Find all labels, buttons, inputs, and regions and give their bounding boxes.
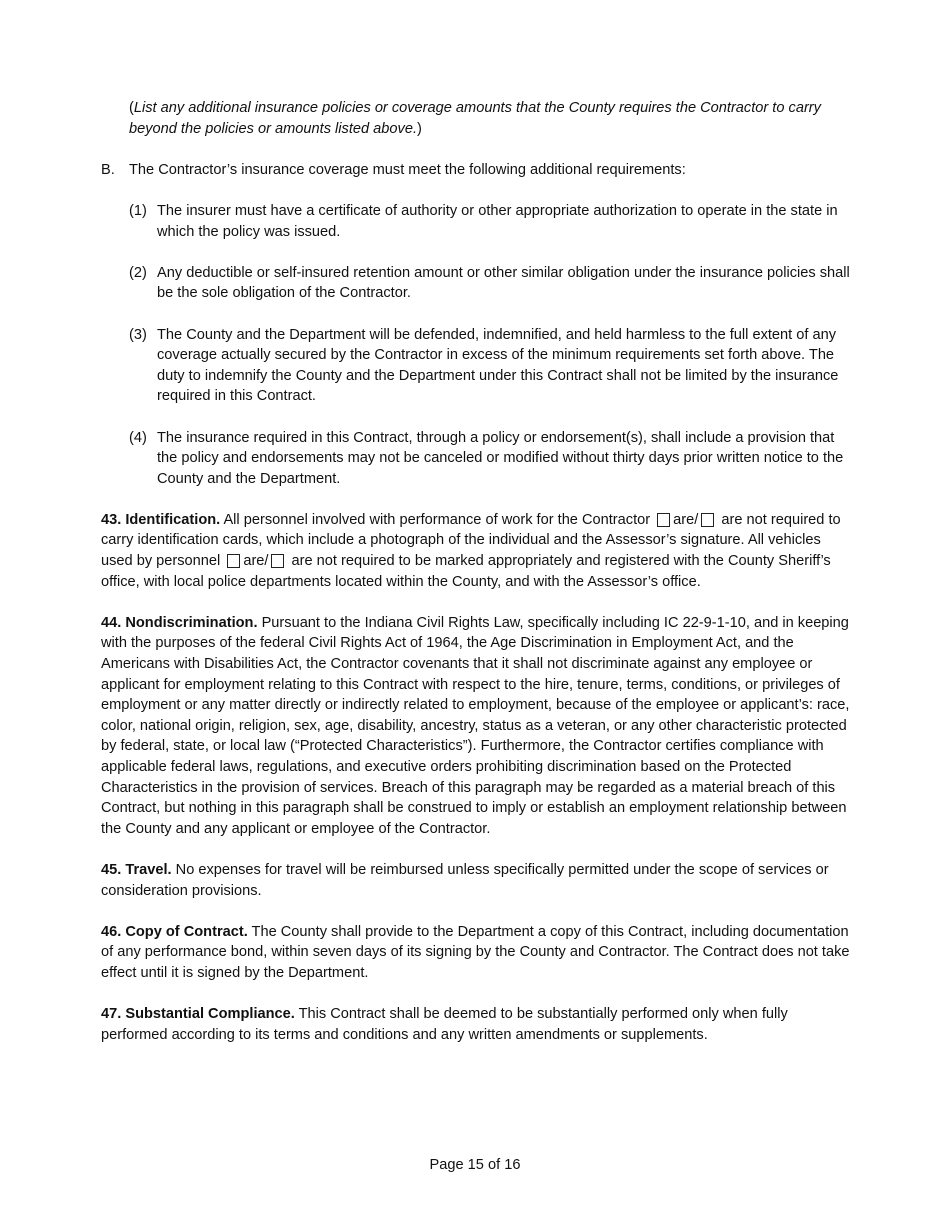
requirement-text: The County and the Department will be defended, indemnified, and held harmless to the full extent of any coverage actually secured by the Contractor in excess of the minimum requirements set forth above. The duty to indemnify the County and the Department under this Contract shall not be limited by the insurance required in this Contract. [157, 326, 839, 405]
page-number: Page 15 of 16 [429, 1157, 521, 1173]
section-b [101, 160, 853, 181]
section-heading: 43. Identification. [101, 511, 221, 528]
insurance-note [101, 98, 853, 139]
are-option-label: are/ [243, 553, 269, 570]
section-heading: 47. Substantial Compliance. [101, 1006, 295, 1023]
section-text: This Contract shall be deemed to be substantially performed only when fully performed according to its terms and conditions and any written amendments or supplements. [101, 1006, 788, 1043]
insurance-note-open: ( [129, 100, 134, 116]
section-heading: 46. Copy of Contract. [101, 923, 248, 940]
section-b-marker: B. [101, 161, 115, 178]
section-heading: 45. Travel. [101, 861, 172, 878]
requirement-marker: (4) [129, 429, 147, 446]
are-checkbox-identification[interactable] [657, 513, 670, 527]
requirement-marker: (1) [129, 202, 147, 219]
are-not-checkbox-vehicles[interactable] [271, 554, 284, 568]
are-not-checkbox-identification[interactable] [701, 513, 714, 527]
insurance-note-text: List any additional insurance policies or coverage amounts that the County requires the Contractor to carry beyond the policies or amounts listed above. [129, 100, 821, 137]
document-page [101, 98, 853, 1066]
requirement-item [101, 428, 853, 490]
section-text: No expenses for travel will be reimbursed unless specifically permitted under the scope of services or consideration provisions. [101, 861, 829, 899]
section-44-nondiscrimination [101, 613, 853, 840]
insurance-note-close: ) [417, 120, 422, 137]
section-b-text: The Contractor’s insurance coverage must meet the following additional requirements: [129, 161, 686, 178]
are-option-label: are/ [673, 511, 699, 528]
are-checkbox-vehicles[interactable] [227, 554, 240, 568]
requirement-marker: (2) [129, 264, 147, 281]
section-text: Pursuant to the Indiana Civil Rights Law, specifically including IC 22-9-1-10, and in keeping with the purposes of the federal Civil Rights Act of 1964, the Age Discrimination in Employment Act, and the Americans with Disabilities Act, the Contractor covenants that it shall not discriminate against any employee or applicant for employment relating to this Contract with respect to the hire, tenure, terms, conditions, or privileges of employment or any matter directly or indirectly related to employment, because of the employee or applicant’s: race, color, national origin, religion, sex, age, disability, ancestry, status as a veteran, or any other characteristic protected by federal, state, or local law (“Protected Characteristics”). Furthermore, the Contractor certifies compliance with applicable federal laws, regulations, and executive orders prohibiting discrimination based on the Protected Characteristics in the provision of services. Breach of this paragraph may be regarded as a material breach of this Contract, but nothing in this paragraph shall be construed to imply or establish an employment relationship between the County and any applicant or employee of the Contractor. [101, 614, 850, 837]
section-47-substantial-compliance [101, 1004, 853, 1045]
section-43-identification [101, 510, 853, 592]
section-text: are not required to carry identification cards, which include a photograph of the individual and the Assessor’s signature. All vehicles used by personnel [101, 511, 841, 570]
section-45-travel [101, 860, 853, 901]
section-46-copy-of-contract [101, 922, 853, 984]
requirement-text: Any deductible or self-insured retention amount or other similar obligation under the insurance policies shall be the sole obligation of the Contractor. [157, 264, 850, 302]
section-text: The County shall provide to the Department a copy of this Contract, including documentation of any performance bond, within seven days of its signing by the County and Contractor. The Contract does not take effect until it is signed by the Department. [101, 923, 850, 981]
section-text: All personnel involved with performance of work for the Contractor [220, 511, 655, 528]
section-heading: 44. Nondiscrimination. [101, 614, 258, 631]
requirement-text: The insurance required in this Contract, through a policy or endorsement(s), shall include a provision that the policy and endorsements may not be canceled or modified without thirty days prior written notice to the County and the Department. [157, 429, 844, 487]
requirement-item [101, 263, 853, 304]
requirement-text: The insurer must have a certificate of authority or other appropriate authorization to operate in the state in which the policy was issued. [157, 202, 838, 240]
section-text: are not required to be marked appropriately and registered with the County Sheriff’s office, with local police departments located within the County, and with the Assessor’s office. [101, 553, 831, 590]
requirement-marker: (3) [129, 326, 147, 343]
requirement-item [101, 201, 853, 242]
requirement-item [101, 325, 853, 407]
